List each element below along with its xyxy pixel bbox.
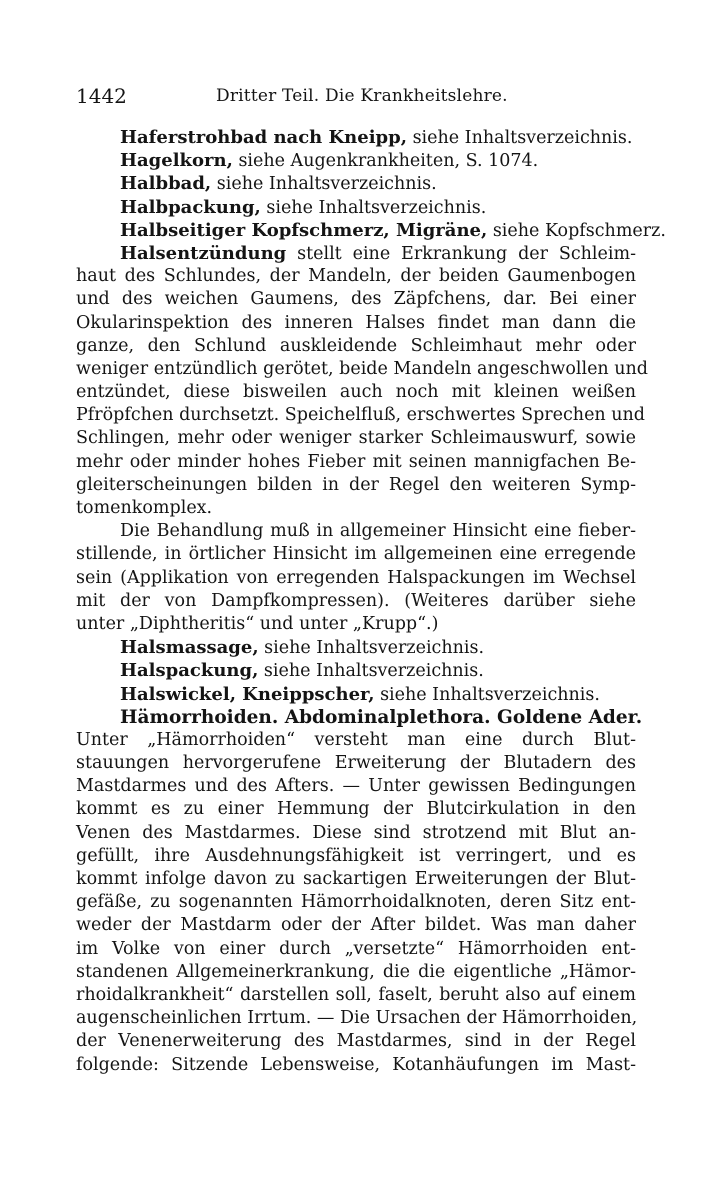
page-header <box>76 84 636 110</box>
text-line: standenen Allgemeinerkrankung, die die eigentliche „Hämor- <box>76 961 636 982</box>
text-line: Unter „Hämorrhoiden“ versteht man eine durch Blut- <box>76 729 636 750</box>
page-body <box>76 126 666 1077</box>
page-number: 1442 <box>76 84 127 108</box>
text-line: unter „Diphtheritis“ und unter „Krupp“.) <box>76 613 439 634</box>
entry-text: siehe Inhaltsverzeichnis. <box>258 638 485 659</box>
entry-text: siehe Inhaltsverzeichnis. <box>374 684 600 705</box>
entry-headword: Halspackung, <box>120 660 259 682</box>
text-line: mit der von Dampfkompressen). (Weiteres darüber siehe <box>76 590 636 611</box>
text-line: mehr oder minder hohes Fieber mit seinen mannigfachen Be- <box>76 451 636 472</box>
text-line: und des weichen Gaumens, des Zäpfchens, dar. Bei einer <box>76 289 636 310</box>
entry-text: siehe Inhaltsverzeichnis. <box>407 128 633 148</box>
entry-headword: Halsmassage, <box>120 637 259 659</box>
text-line: ganze, den Schlund auskleidende Schleimhaut mehr oder <box>76 335 636 356</box>
entry-haferstrohbad <box>76 126 636 149</box>
text-line: Schlingen, mehr oder weniger starker Schleimauswurf, sowie <box>76 428 636 449</box>
entry-hagelkorn <box>76 149 636 172</box>
text-line: im Volke von einer durch „versetzte“ Hämorrhoiden ent- <box>76 938 636 959</box>
entry-headword: Haferstrohbad nach Kneipp, <box>120 127 407 148</box>
running-head: Dritter Teil. Die Krankheitslehre. <box>216 86 508 106</box>
text-line: gefäße, zu sogenannten Hämorrhoidalknoten, deren Sitz ent- <box>76 892 636 913</box>
text-line: Die Behandlung muß in allgemeiner Hinsicht eine fieber- <box>120 521 636 542</box>
entry-halbbad <box>76 172 636 195</box>
text-line: Pfröpfchen durchsetzt. Speichelfluß, erschwertes Sprechen und <box>76 405 646 426</box>
entry-text: stellt eine Erkrankung der Schleim- <box>286 243 636 264</box>
text-line: sein (Applikation von erregenden Halspackungen im Wechsel <box>76 567 636 588</box>
entry-headword: Halbpackung, <box>120 196 261 218</box>
entry-halsentzuendung <box>76 242 636 265</box>
text-line: weniger entzündlich gerötet, beide Mandeln angeschwollen und <box>76 358 648 379</box>
text-line: haut des Schlundes, der Mandeln, der beiden Gaumenbogen <box>76 266 636 287</box>
entry-text: siehe Augenkrankheiten, S. 1074. <box>232 151 539 172</box>
entry-halspackung <box>76 659 636 682</box>
text-line: tomenkomplex. <box>76 498 213 518</box>
section-title-haemorrhoiden: Hämorrhoiden. Abdominalplethora. Goldene Ader. <box>120 706 643 728</box>
entry-text: siehe Inhaltsverzeichnis. <box>258 661 484 682</box>
entry-headword: Halbseitiger Kopfschmerz, Migräne, <box>120 219 488 241</box>
text-line: entzündet, diese bisweilen auch noch mit kleinen weißen <box>76 382 636 403</box>
entry-text: siehe Kopfschmerz. <box>487 220 666 241</box>
text-line: stillende, in örtlicher Hinsicht im allgemeinen eine erregende <box>76 544 636 565</box>
entry-text: siehe Inhaltsverzeichnis. <box>211 174 437 195</box>
entry-halsmassage <box>76 636 636 659</box>
entry-headword: Halbbad, <box>120 173 212 195</box>
text-line: kommt es zu einer Hemmung der Blutcirkulation in den <box>76 799 636 820</box>
text-line: weder der Mastdarm oder der After bildet. Was man daher <box>76 915 636 936</box>
text-line: gefüllt, ihre Ausdehnungsfähigkeit ist verringert, und es <box>76 845 636 866</box>
text-line: augenscheinlichen Irrtum. — Die Ursachen der Hämorrhoiden, <box>76 1008 638 1029</box>
entry-halbpackung <box>76 196 636 219</box>
text-line: kommt infolge davon zu sackartigen Erweiterungen der Blut- <box>76 869 636 889</box>
text-line: gleiterscheinungen bilden in der Regel den weiteren Symp- <box>76 474 636 495</box>
text-line: rhoidalkrankheit“ darstellen soll, faselt, beruht also auf einem <box>76 984 636 1005</box>
text-line: Mastdarmes und des Afters. — Unter gewissen Bedingungen <box>76 776 636 797</box>
text-line: der Venenerweiterung des Mastdarmes, sind in der Regel <box>76 1031 636 1052</box>
text-line: Venen des Mastdarmes. Diese sind strotzend mit Blut an- <box>76 822 636 843</box>
entry-headword: Halswickel, Kneippscher, <box>120 683 375 705</box>
entry-headword: Hagelkorn, <box>120 150 233 172</box>
text-line: stauungen hervorgerufene Erweiterung der Blutadern des <box>76 753 636 774</box>
text-line: folgende: Sitzende Lebensweise, Kotanhäufungen im Mast- <box>76 1054 636 1075</box>
entry-headword: Halsentzündung <box>120 242 287 264</box>
entry-text: siehe Inhaltsverzeichnis. <box>260 197 487 218</box>
text-line: Okularinspektion des inneren Halses findet man dann die <box>76 312 636 333</box>
entry-halswickel <box>76 683 636 706</box>
entry-halbseitiger-kopfschmerz <box>76 219 666 242</box>
